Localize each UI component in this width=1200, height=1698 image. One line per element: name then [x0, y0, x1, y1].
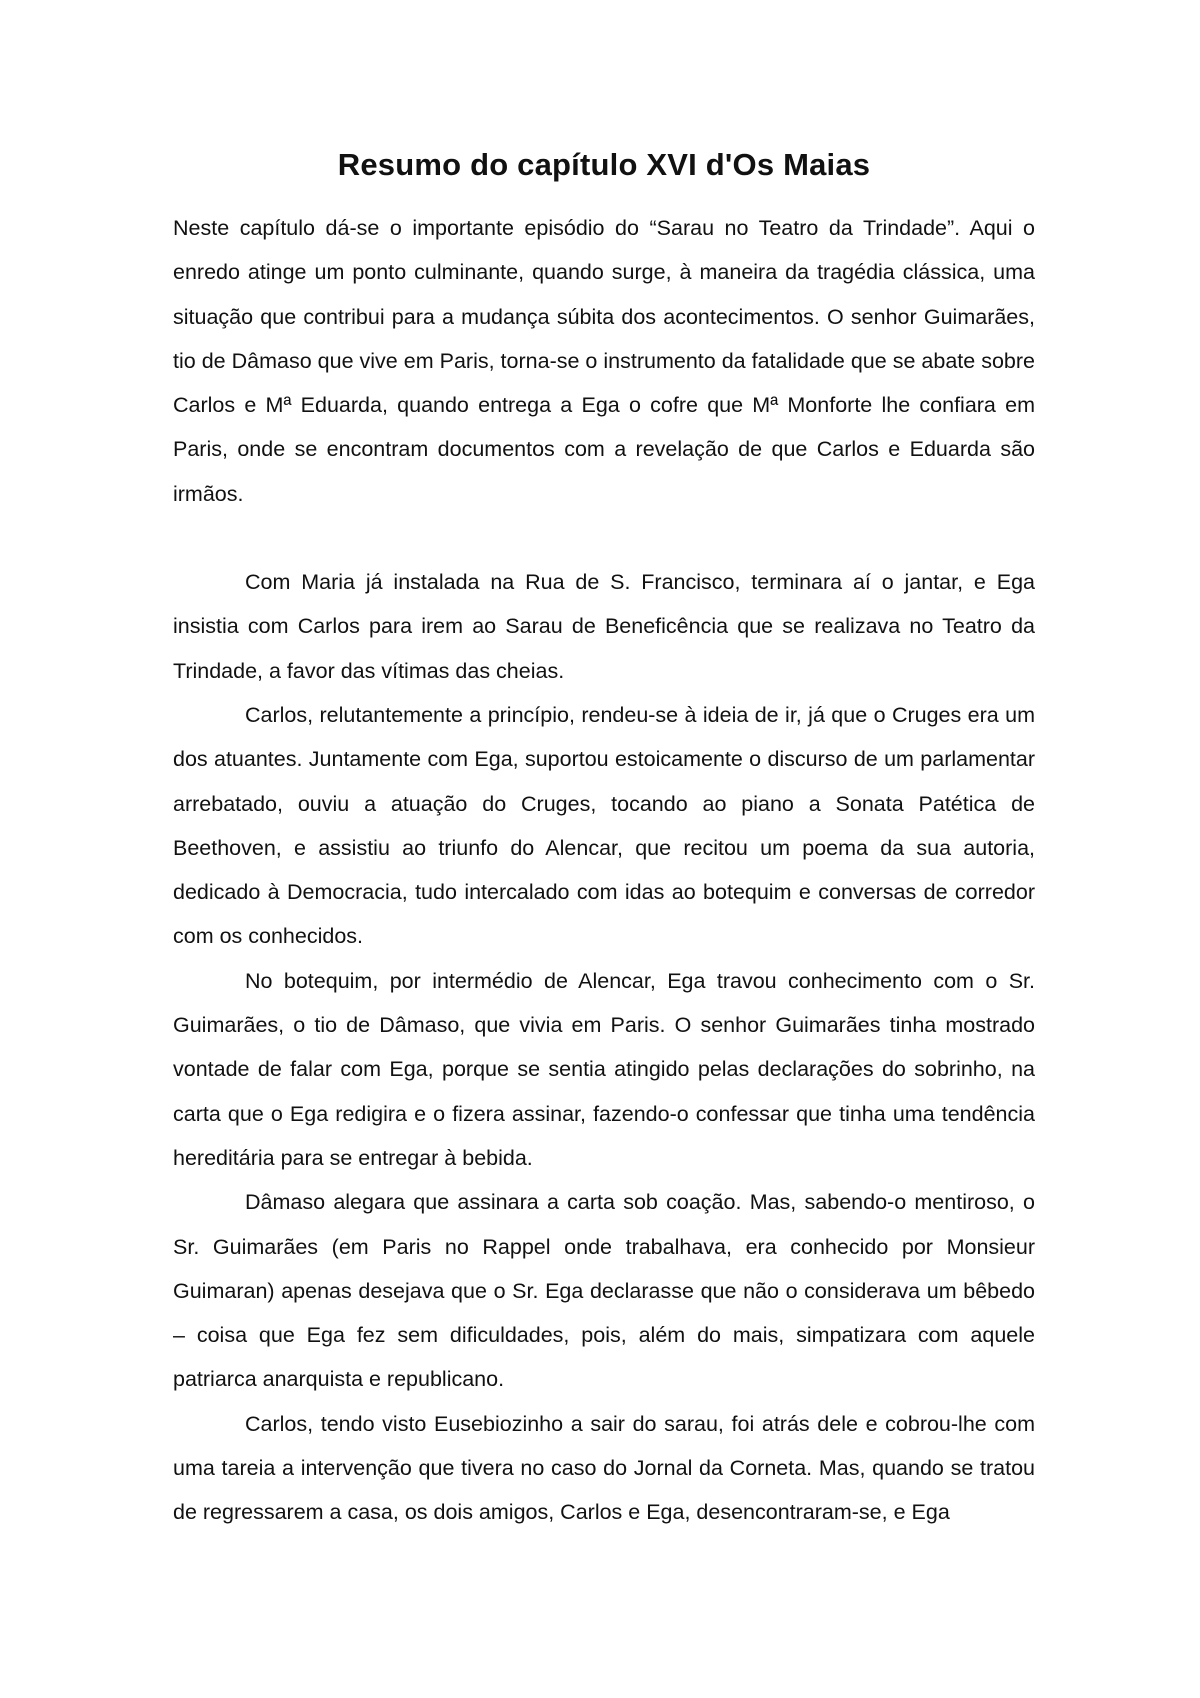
paragraph: Carlos, relutantemente a princípio, rendeu-se à ideia de ir, já que o Cruges era um dos atuantes. Juntamente com Ega, suportou estoicamente o discurso de um parlamentar arrebatado, ouviu a atuação do Cruges, tocando ao piano a Sonata Patética de Beethoven, e assistiu ao triunfo do Alencar, que recitou um poema da sua autoria, dedicado à Democracia, tudo intercalado com idas ao botequim e conversas de corredor com os conhecidos. — [173, 702, 1035, 949]
document-body — [173, 144, 1035, 1535]
paragraph-intro: Neste capítulo dá-se o importante episódio do “Sarau no Teatro da Trindade”. Aqui o enredo atinge um ponto culminante, quando surge, à maneira da tragédia clássica, uma situação que contribui para a mudança súbita dos acontecimentos. O senhor Guimarães, tio de Dâmaso que vive em Paris, torna-se o instrumento da fatalidade que se abate sobre Carlos e Mª Eduarda, quando entrega a Ega o cofre que Mª Monforte lhe confiara em Paris, onde se encontram documentos com a revelação de que Carlos e Eduarda são irmãos. — [173, 216, 1035, 506]
paragraph: Com Maria já instalada na Rua de S. Francisco, terminara aí o jantar, e Ega insistia com Carlos para irem ao Sarau de Beneficência que se realizava no Teatro da Trindade, a favor das vítimas das cheias. — [173, 570, 1035, 683]
document-title: Resumo do capítulo XVI d'Os Maias — [337, 147, 871, 182]
paragraph-spacer — [173, 516, 1035, 560]
paragraph: Dâmaso alegara que assinara a carta sob coação. Mas, sabendo-o mentiroso, o Sr. Guimarães (em Paris no Rappel onde trabalhava, era conhecido por Monsieur Guimaran) apenas desejava que o Sr. Ega declarasse que não o considerava um bêbedo – coisa que Ega fez sem dificuldades, pois, além do mais, simpatizara com aquele patriarca anarquista e republicano. — [173, 1190, 1035, 1392]
paragraph: Carlos, tendo visto Eusebiozinho a sair do sarau, foi atrás dele e cobrou-lhe com uma tareia a intervenção que tivera no caso do Jornal da Corneta. Mas, quando se tratou de regressarem a casa, os dois amigos, Carlos e Ega, desencontraram-se, e Ega — [173, 1411, 1035, 1525]
paragraph: No botequim, por intermédio de Alencar, Ega travou conhecimento com o Sr. Guimarães, o tio de Dâmaso, que vivia em Paris. O senhor Guimarães tinha mostrado vontade de falar com Ega, porque se sentia atingido pelas declarações do sobrinho, na carta que o Ega redigira e o fizera assinar, fazendo-o confessar que tinha uma tendência hereditária para se entregar à bebida. — [173, 968, 1035, 1170]
